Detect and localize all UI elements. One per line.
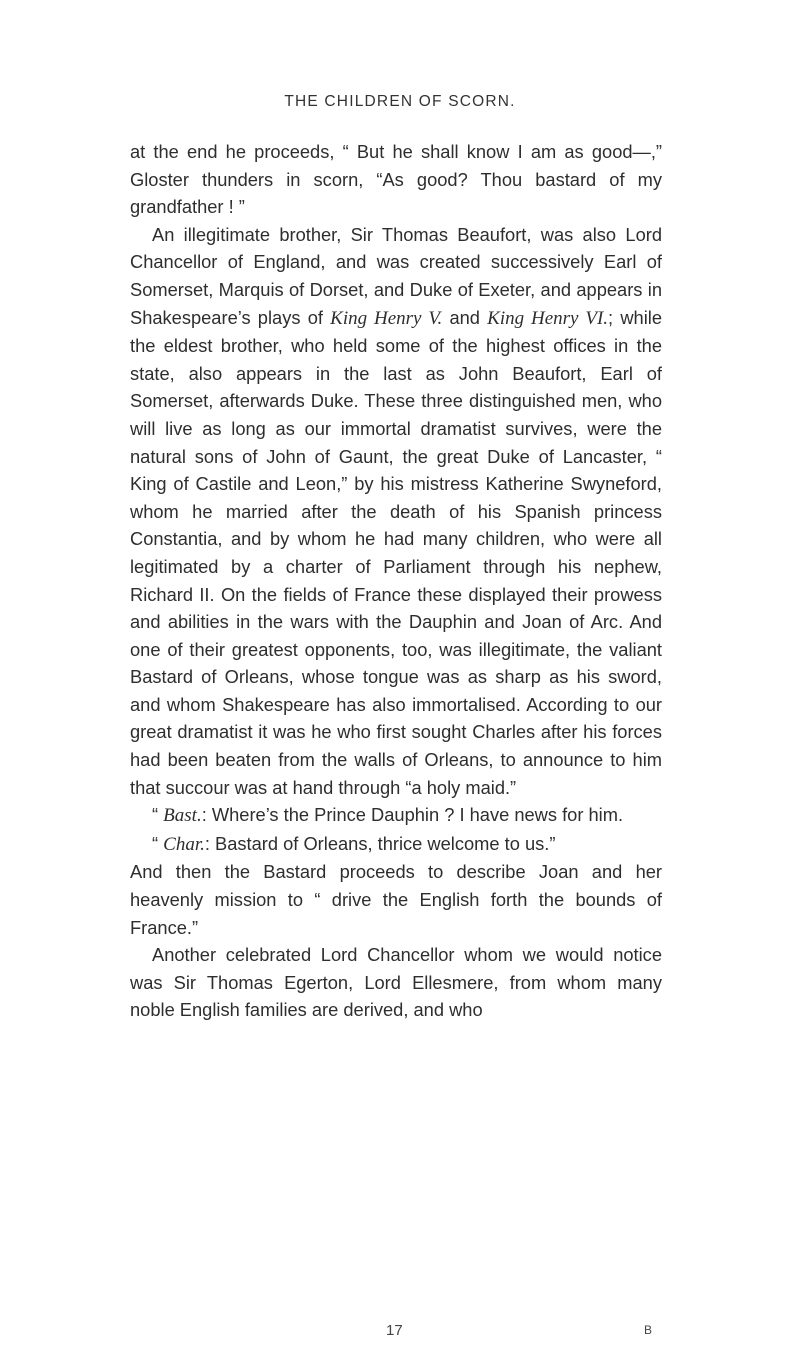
text-run: and — [442, 306, 488, 328]
running-title: THE CHILDREN OF SCORN. — [284, 93, 516, 110]
dialogue-line-charles — [130, 830, 662, 859]
signature-mark: B — [644, 1323, 653, 1337]
dialogue-line-bastard — [130, 801, 662, 830]
text-run: An illegitimate brother, Sir Thomas Beaufort, was also Lord Chancellor of England, and was created successively Earl of Somerset, Marquis of Dorset, and Duke of Exeter, and appears in Shakespeare’s plays of — [130, 223, 662, 328]
page-footer — [0, 1322, 800, 1346]
paragraph-egerton: Another celebrated Lord Chancellor whom we would notice was Sir Thomas Egerton, Lord Ellesmere, from whom many noble English families are derived, and who — [130, 944, 662, 1021]
play-title-henry-v: King Henry V. — [330, 307, 443, 329]
text-run: ; while the eldest brother, who held some of the highest offices in the state, also appears in the last as John Beaufort, Earl of Somerset, afterwards Duke. These three distinguished men, who will live as long as our immortal dramatist survives, were the natural sons of John of Gaunt, the great Duke of Lancaster, “ King of Castile and Leon,” by his mistress Katherine Swyneford, whom he married after the death of his Spanish princess Constantia, and by whom he had many children, who were all legitimated by a charter of Parliament through his nephew, Richard II. On the fields of France these displayed their prowess and abilities in the wars with the Dauphin and Joan of Arc. And one of their greatest opponents, too, was illegitimate, the valiant Bastard of Orleans, whose tongue was as sharp as his sword, and whom Shakespeare has also immortalised. According to our great dramatist it was he who first sought Charles after his forces had been beaten from the walls of Orleans, to announce to him that succour was at hand through “a holy maid.” — [130, 306, 662, 798]
body-text — [130, 138, 662, 1024]
paragraph-continued: at the end he proceeds, “ But he shall know I am as good—,” Gloster thunders in scorn, “As good? Thou bastard of my grandfather ! ” — [130, 141, 662, 218]
quote-mark: “ — [152, 832, 164, 854]
play-title-henry-vi: King Henry VI. — [487, 307, 609, 329]
paragraph-joan: And then the Bastard proceeds to describe Joan and her heavenly mission to “ drive the English forth the bounds of France.” — [130, 861, 662, 938]
paragraph-beaufort — [130, 221, 662, 801]
quote-mark: “ — [152, 804, 164, 826]
page-number: 17 — [386, 1322, 403, 1339]
dialogue-text: : Bastard of Orleans, thrice welcome to us.” — [204, 832, 556, 854]
speaker-name: Char. — [163, 833, 205, 855]
dialogue-text: : Where’s the Prince Dauphin ? I have news for him. — [201, 804, 624, 826]
speaker-name: Bast. — [163, 805, 202, 827]
